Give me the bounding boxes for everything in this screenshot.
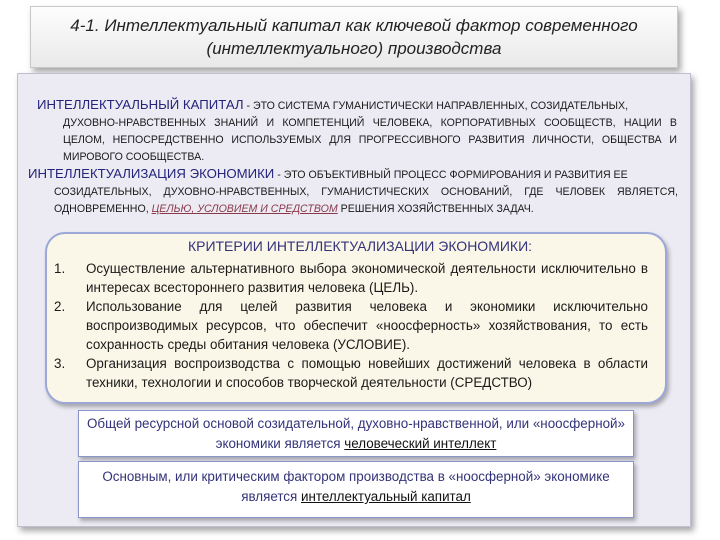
definition-body: ДУХОВНО-НРАВСТВЕННЫХ ЗНАНИЙ И КОМПЕТЕНЦИЙ ЧЕЛОВЕКА, КОРПОРАТИВНЫХ СООБЩЕСТВ, НАЦИИ В ЦЕЛОМ, НЕПОСРЕДСТВЕННО ИСПОЛЬЗУЕМЫХ ДЛЯ ПРОГРЕССИВНОГО РАЗВИТИЯ ЛИЧНОСТИ, ОБЩЕСТВА И МИРОВОГО СООБЩЕСТВА.	[63, 117, 677, 163]
definition-term: ИНТЕЛЛЕКТУАЛЬНЫЙ КАПИТАЛ	[37, 97, 244, 112]
definition-intellectual-capital	[37, 96, 677, 166]
definition-body	[28, 184, 678, 218]
title-line-1: 4-1. Интеллектуальный капитал как ключевой фактор современного	[70, 16, 638, 35]
list-number: 2.	[54, 299, 66, 314]
definition-body-text: СОЗИДАТЕЛЬНЫХ, ДУХОВНО-НРАВСТВЕННЫХ, ГУМАНИСТИЧЕСКИХ ОСНОВАНИЙ, ГДЕ ЧЕЛОВЕК ЯВЛЯЕТСЯ, ОДНОВРЕМЕННО,	[54, 186, 678, 215]
underlined-phrase: ЦЕЛЬЮ, УСЛОВИЕМ И СРЕДСТВОМ	[151, 203, 338, 215]
statement-highlight: интеллектуальный капитал	[300, 489, 471, 504]
definition-intellectualization	[28, 165, 678, 218]
list-item	[54, 297, 648, 354]
definition-body-end: РЕШЕНИЯ ХОЗЯЙСТВЕННЫХ ЗАДАЧ.	[337, 203, 534, 215]
list-item	[54, 259, 648, 297]
list-number: 1.	[54, 261, 66, 276]
list-text: Осуществление альтернативного выбора экономической деятельности исключительно в интересах всестороннего развития человека (ЦЕЛЬ).	[86, 261, 648, 295]
statement-text: Основным, или критическим фактором производства в «ноосферной» экономике является	[102, 469, 610, 504]
title-line-2: (интеллектуального) производства	[206, 39, 502, 58]
criteria-list	[54, 259, 648, 392]
list-item	[54, 354, 648, 392]
list-number: 3.	[54, 356, 66, 371]
list-text: Организация воспроизводства с помощью новейших достижений человека в области техники, технологии и способов творческой деятельности (СРЕДСТВО)	[86, 356, 648, 390]
definition-term: ИНТЕЛЛЕКТУАЛИЗАЦИЯ ЭКОНОМИКИ	[28, 166, 275, 181]
definition-first-line: - ЭТО СИСТЕМА ГУМАНИСТИЧЕСКИ НАПРАВЛЕННЫХ, СОЗИДАТЕЛЬНЫХ,	[243, 100, 629, 112]
definition-first-line: - ЭТО ОБЪЕКТИВНЫЙ ПРОЦЕСС ФОРМИРОВАНИЯ И РАЗВИТИЯ ЕЕ	[274, 169, 628, 181]
slide-title	[30, 6, 678, 68]
list-text: Использование для целей развития человека и экономики исключительно воспроизводимых ресурсов, что обеспечит «ноосферность» хозяйствования, то есть сохранность среды обитания человека (УСЛОВИЕ).	[86, 299, 648, 352]
statement-human-intellect	[78, 410, 634, 457]
statement-intellectual-capital	[78, 461, 634, 518]
statement-text: Общей ресурсной основой созидательной, духовно-нравственной, или «ноосферной» экономики является	[87, 416, 625, 451]
statement-highlight: человеческий интеллект	[344, 436, 497, 451]
criteria-title: КРИТЕРИИ ИНТЕЛЛЕКТУАЛИЗАЦИИ ЭКОНОМИКИ:	[187, 238, 533, 254]
